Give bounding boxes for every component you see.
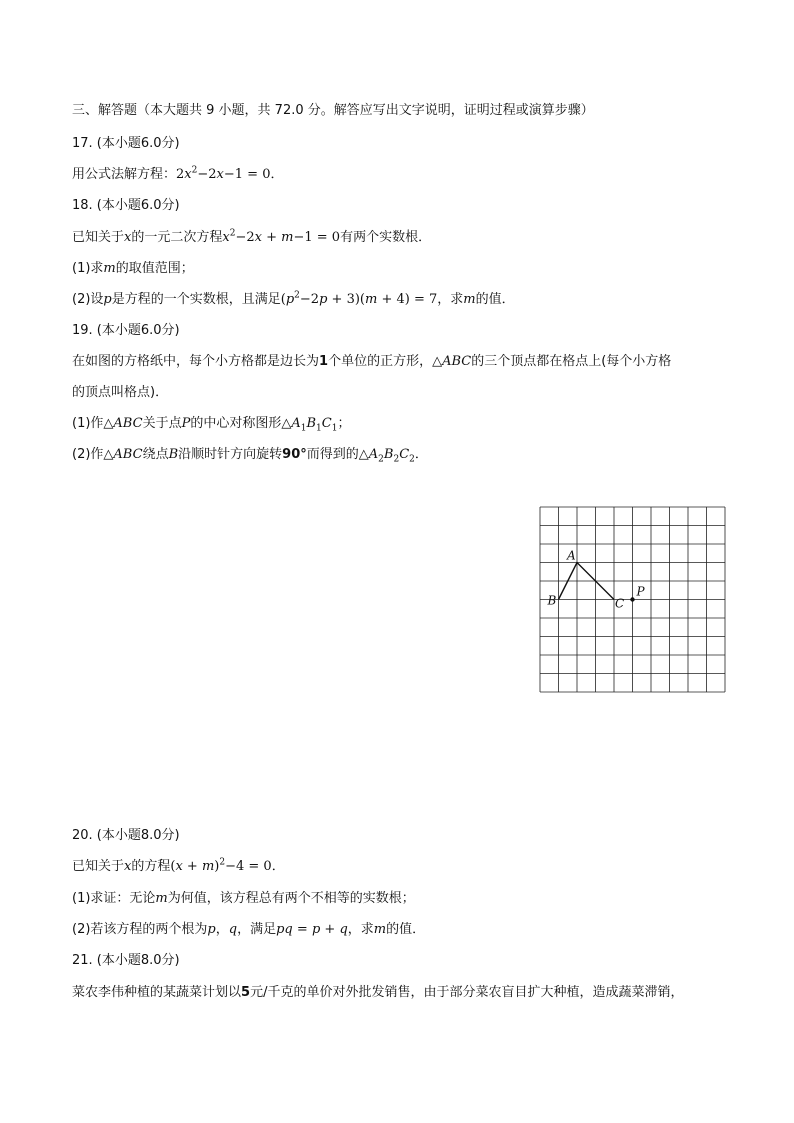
label-c: C (615, 596, 625, 611)
q20-equation: $(x + m)^2-4 = 0$． (170, 857, 285, 874)
q17-header: 17. (本小题6.0分) (72, 136, 180, 151)
grid-diagram (538, 505, 728, 695)
label-p: P (636, 584, 645, 599)
q18-statement: 已知关于x的一元二次方程$x^2-2x + m-1 = 0$有两个实数根． (72, 228, 432, 245)
q18-part2: (2)设p是方程的一个实数根，且满足$(p^2-2p + 3)(m + 4) = 7$，求m的值． (72, 290, 515, 307)
q20-header: 20. (本小题8.0分) (72, 828, 180, 843)
label-b: B (547, 593, 557, 608)
q21-header: 21. (本小题8.0分) (72, 953, 180, 968)
q18-part1: (1)求m的取值范围； (72, 261, 194, 276)
q17-equation: $2x^2-2x-1 = 0$． (176, 165, 284, 182)
label-a: A (567, 548, 576, 563)
q19-part1: (1)作△ABC关于点P的中心对称图形$\triangle A_1B_1C_1$； (72, 416, 351, 434)
q19-statement-line1: 在如图的方格纸中，每个小方格都是边长为1个单位的正方形，△ABC的三个顶点都在格点上(每个小方格 (72, 354, 672, 369)
q20-part1: (1)求证：无论m为何值，该方程总有两个不相等的实数根； (72, 891, 415, 906)
q19-grid-figure (538, 505, 728, 695)
q20-statement: 已知关于x的方程$(x + m)^2-4 = 0$． (72, 857, 285, 874)
q18-equation: $x^2-2x + m-1 = 0$ (222, 228, 341, 245)
q20-part2: (2)若该方程的两个根为p，q，满足pq = p + q，求m的值． (72, 922, 426, 937)
q19-statement-line2: 的顶点叫格点)． (72, 385, 169, 400)
point-p-dot (630, 597, 634, 601)
q17-text (72, 166, 283, 184)
q21-statement-line1: 菜农李伟种植的某蔬菜计划以5元/千克的单价对外批发销售，由于部分菜农盲目扩大种植，造成蔬菜滞销， (72, 985, 684, 1000)
q18-header: 18. (本小题6.0分) (72, 198, 180, 213)
q18-part2-equation: $(p^2-2p + 3)(m + 4) = 7$ (280, 290, 438, 307)
q19-part2: (2)作△ABC绕点B沿顺时针方向旋转90°而得到的$\triangle A_2B_2C_2$． (72, 447, 428, 465)
q17-prompt: 用公式法解方程： (72, 167, 177, 182)
q19-header: 19. (本小题6.0分) (72, 323, 180, 338)
section-title: 三、解答题（本大题共 9 小题，共 72.0 分。解答应写出文字说明，证明过程或演算步骤） (72, 103, 594, 118)
